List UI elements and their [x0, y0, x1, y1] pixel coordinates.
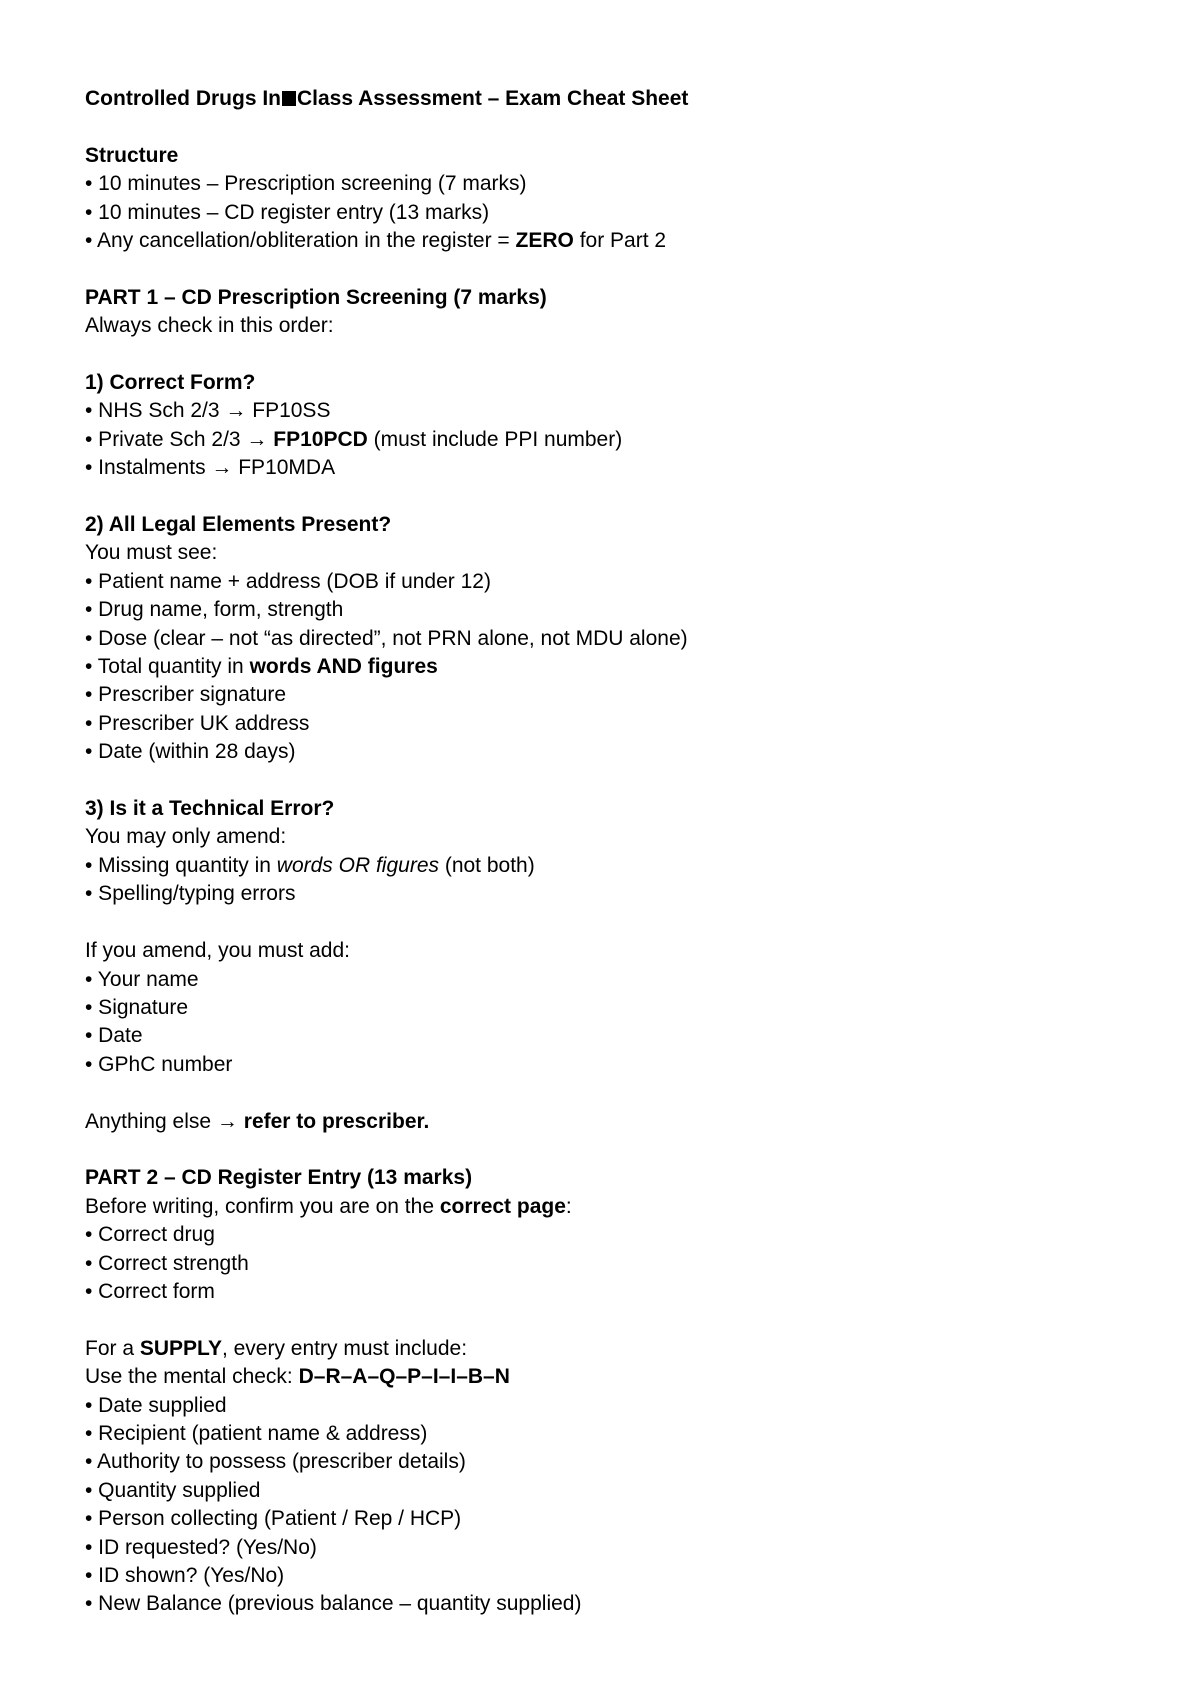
supply-intro: For a SUPPLY, every entry must include: — [85, 1336, 468, 1360]
legal-item: • Patient name + address (DOB if under 12) — [85, 569, 491, 593]
amend-item: • Date — [85, 1024, 143, 1048]
refer-line: Anything else → refer to prescriber. — [85, 1109, 430, 1133]
register-entry-item: • ID shown? (Yes/No) — [85, 1563, 285, 1587]
legal-item: • Prescriber signature — [85, 683, 287, 707]
part1-intro: Always check in this order: — [85, 314, 334, 338]
part2-item: • Correct strength — [85, 1251, 249, 1275]
legal-item: • Date (within 28 days) — [85, 740, 296, 764]
amend-item: • Your name — [85, 967, 199, 991]
title-text-end: Class Assessment – Exam Cheat Sheet — [297, 87, 689, 110]
register-entry-item: • Date supplied — [85, 1393, 227, 1417]
legal-intro: You must see: — [85, 541, 218, 565]
legal-item: • Prescriber UK address — [85, 711, 310, 735]
form-item: • Instalments → FP10MDA — [85, 456, 336, 480]
part2-item: • Correct form — [85, 1279, 215, 1303]
register-entry-item: • Person collecting (Patient / Rep / HCP) — [85, 1507, 462, 1531]
structure-item: • Any cancellation/obliteration in the register = ZERO for Part 2 — [85, 229, 667, 253]
structure-heading: Structure — [85, 143, 179, 167]
legal-heading: 2) All Legal Elements Present? — [85, 513, 392, 537]
part2-heading: PART 2 – CD Register Entry (13 marks) — [85, 1166, 473, 1190]
mnemonic-line: Use the mental check: D–R–A–Q–P–I–I–B–N — [85, 1365, 510, 1389]
part2-intro: Before writing, confirm you are on the correct page: — [85, 1194, 572, 1218]
document-title — [85, 85, 1145, 113]
technical-intro: You may only amend: — [85, 825, 287, 849]
register-entry-item: • Quantity supplied — [85, 1478, 261, 1502]
technical-heading: 3) Is it a Technical Error? — [85, 797, 335, 821]
technical-item: • Missing quantity in words OR figures (not both) — [85, 853, 535, 877]
part2-item: • Correct drug — [85, 1223, 215, 1247]
title-text-start: Controlled Drugs In — [85, 87, 281, 110]
legal-item: • Dose (clear – not “as directed”, not PRN alone, not MDU alone) — [85, 626, 688, 650]
part1-heading: PART 1 – CD Prescription Screening (7 marks) — [85, 285, 547, 309]
legal-item: • Total quantity in words AND figures — [85, 655, 438, 679]
document-page — [85, 85, 1145, 1619]
structure-item: • 10 minutes – CD register entry (13 marks) — [85, 200, 490, 224]
form-item: • Private Sch 2/3 → FP10PCD (must include PPI number) — [85, 427, 623, 451]
amend-item: • GPhC number — [85, 1052, 233, 1076]
legal-item: • Drug name, form, strength — [85, 598, 344, 622]
register-entry-item: • Recipient (patient name & address) — [85, 1421, 428, 1445]
amend-intro: If you amend, you must add: — [85, 939, 350, 963]
form-item: • NHS Sch 2/3 → FP10SS — [85, 399, 331, 423]
register-entry-item: • New Balance (previous balance – quantity supplied) — [85, 1592, 582, 1616]
technical-item: • Spelling/typing errors — [85, 882, 296, 906]
missing-glyph-square — [282, 91, 296, 106]
amend-item: • Signature — [85, 995, 189, 1019]
register-entry-item: • ID requested? (Yes/No) — [85, 1535, 317, 1559]
structure-item: • 10 minutes – Prescription screening (7 marks) — [85, 172, 527, 196]
form-heading: 1) Correct Form? — [85, 371, 256, 395]
register-entry-item: • Authority to possess (prescriber details) — [85, 1450, 466, 1474]
